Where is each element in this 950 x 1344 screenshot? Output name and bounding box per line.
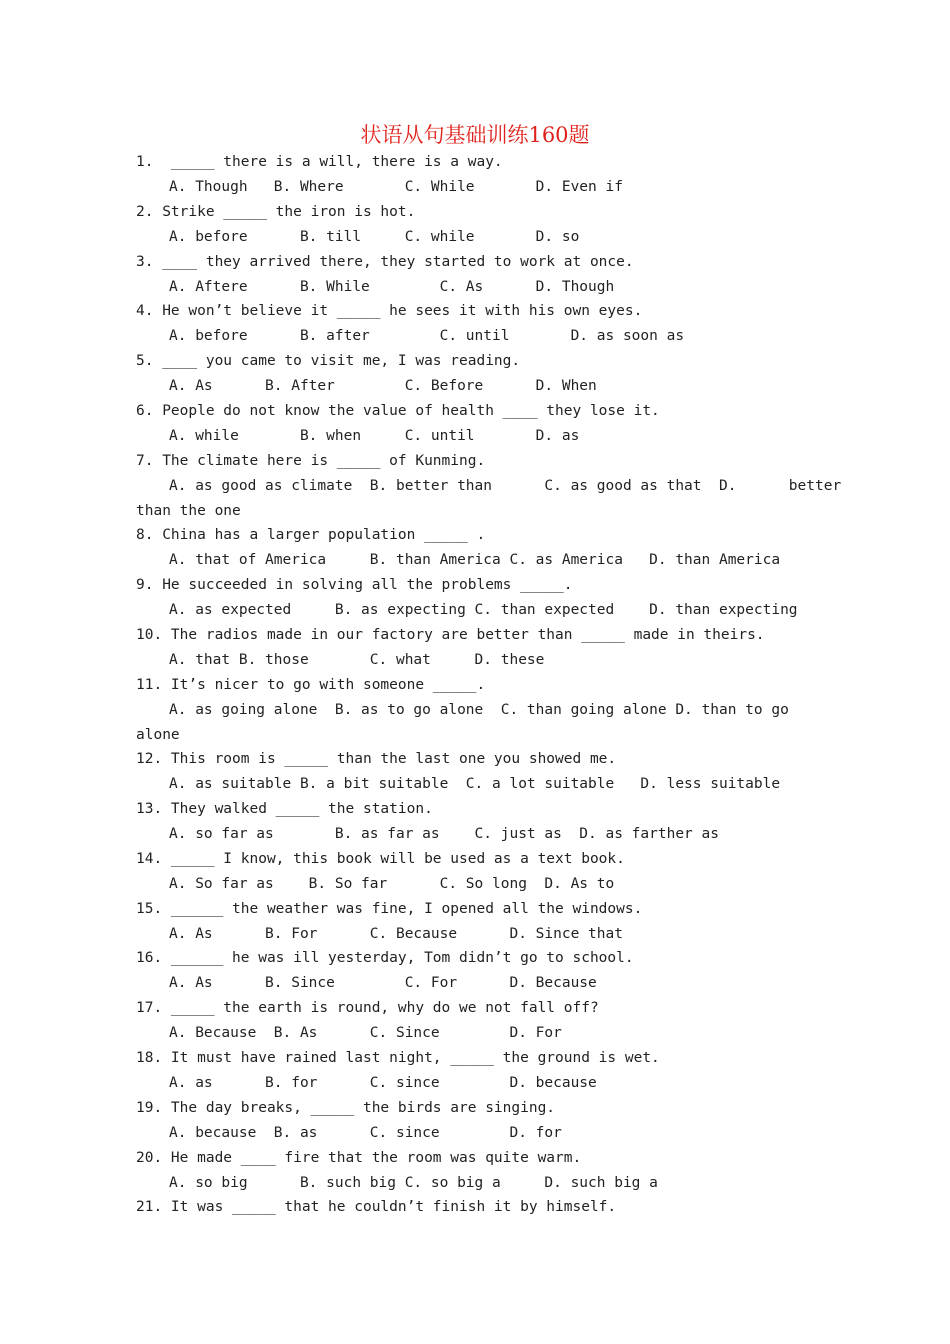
question-8-options: A. that of America B. than America C. as America D. than America bbox=[169, 552, 781, 568]
question-5: 5. ____ you came to visit me, I was reading. bbox=[136, 353, 521, 369]
question-9-options: A. as expected B. as expecting C. than expected D. than expecting bbox=[169, 602, 798, 618]
question-13: 13. They walked _____ the station. bbox=[136, 801, 433, 817]
document-title: 状语从句基础训练160题 bbox=[360, 123, 590, 147]
question-12-options: A. as suitable B. a bit suitable C. a lot suitable D. less suitable bbox=[169, 776, 781, 792]
question-19: 19. The day breaks, _____ the birds are singing. bbox=[136, 1100, 556, 1116]
question-18-options: A. as B. for C. since D. because bbox=[169, 1075, 597, 1091]
question-17-options: A. Because B. As C. Since D. For bbox=[169, 1025, 562, 1041]
question-15-options: A. As B. For C. Because D. Since that bbox=[169, 926, 623, 942]
question-17: 17. _____ the earth is round, why do we not fall off? bbox=[136, 1000, 599, 1016]
question-6-options: A. while B. when C. until D. as bbox=[169, 428, 580, 444]
question-16: 16. ______ he was ill yesterday, Tom didn’t go to school. bbox=[136, 950, 634, 966]
question-10-options: A. that B. those C. what D. these bbox=[169, 652, 545, 668]
question-1: 1. _____ there is a will, there is a way. bbox=[136, 154, 503, 170]
question-18: 18. It must have rained last night, _____ the ground is wet. bbox=[136, 1050, 660, 1066]
question-11: 11. It’s nicer to go with someone _____. bbox=[136, 677, 486, 693]
question-11-options-continued: alone bbox=[136, 727, 180, 743]
question-14: 14. _____ I know, this book will be used as a text book. bbox=[136, 851, 625, 867]
question-16-options: A. As B. Since C. For D. Because bbox=[169, 975, 597, 991]
question-10: 10. The radios made in our factory are better than _____ made in theirs. bbox=[136, 627, 765, 643]
question-7: 7. The climate here is _____ of Kunming. bbox=[136, 453, 486, 469]
question-5-options: A. As B. After C. Before D. When bbox=[169, 378, 597, 394]
question-2-options: A. before B. till C. while D. so bbox=[169, 229, 580, 245]
question-14-options: A. So far as B. So far C. So long D. As to bbox=[169, 876, 615, 892]
question-15: 15. ______ the weather was fine, I opened all the windows. bbox=[136, 901, 643, 917]
question-3: 3. ____ they arrived there, they started to work at once. bbox=[136, 254, 634, 270]
question-21: 21. It was _____ that he couldn’t finish it by himself. bbox=[136, 1199, 617, 1215]
question-20: 20. He made ____ fire that the room was quite warm. bbox=[136, 1150, 582, 1166]
question-3-options: A. Aftere B. While C. As D. Though bbox=[169, 279, 615, 295]
question-19-options: A. because B. as C. since D. for bbox=[169, 1125, 562, 1141]
question-13-options: A. so far as B. as far as C. just as D. as farther as bbox=[169, 826, 719, 842]
question-7-options-continued: than the one bbox=[136, 503, 241, 519]
question-9: 9. He succeeded in solving all the problems _____. bbox=[136, 577, 573, 593]
question-7-options: A. as good as climate B. better than C. as good as that D. better bbox=[169, 478, 842, 494]
question-8: 8. China has a larger population _____ . bbox=[136, 527, 486, 543]
question-2: 2. Strike _____ the iron is hot. bbox=[136, 204, 416, 220]
question-4-options: A. before B. after C. until D. as soon as bbox=[169, 328, 685, 344]
question-1-options: A. Though B. Where C. While D. Even if bbox=[169, 179, 623, 195]
question-20-options: A. so big B. such big C. so big a D. such big a bbox=[169, 1175, 658, 1191]
question-4: 4. He won’t believe it _____ he sees it with his own eyes. bbox=[136, 303, 643, 319]
question-11-options: A. as going alone B. as to go alone C. than going alone D. than to go bbox=[169, 702, 789, 718]
question-6: 6. People do not know the value of health ____ they lose it. bbox=[136, 403, 660, 419]
question-12: 12. This room is _____ than the last one you showed me. bbox=[136, 751, 617, 767]
